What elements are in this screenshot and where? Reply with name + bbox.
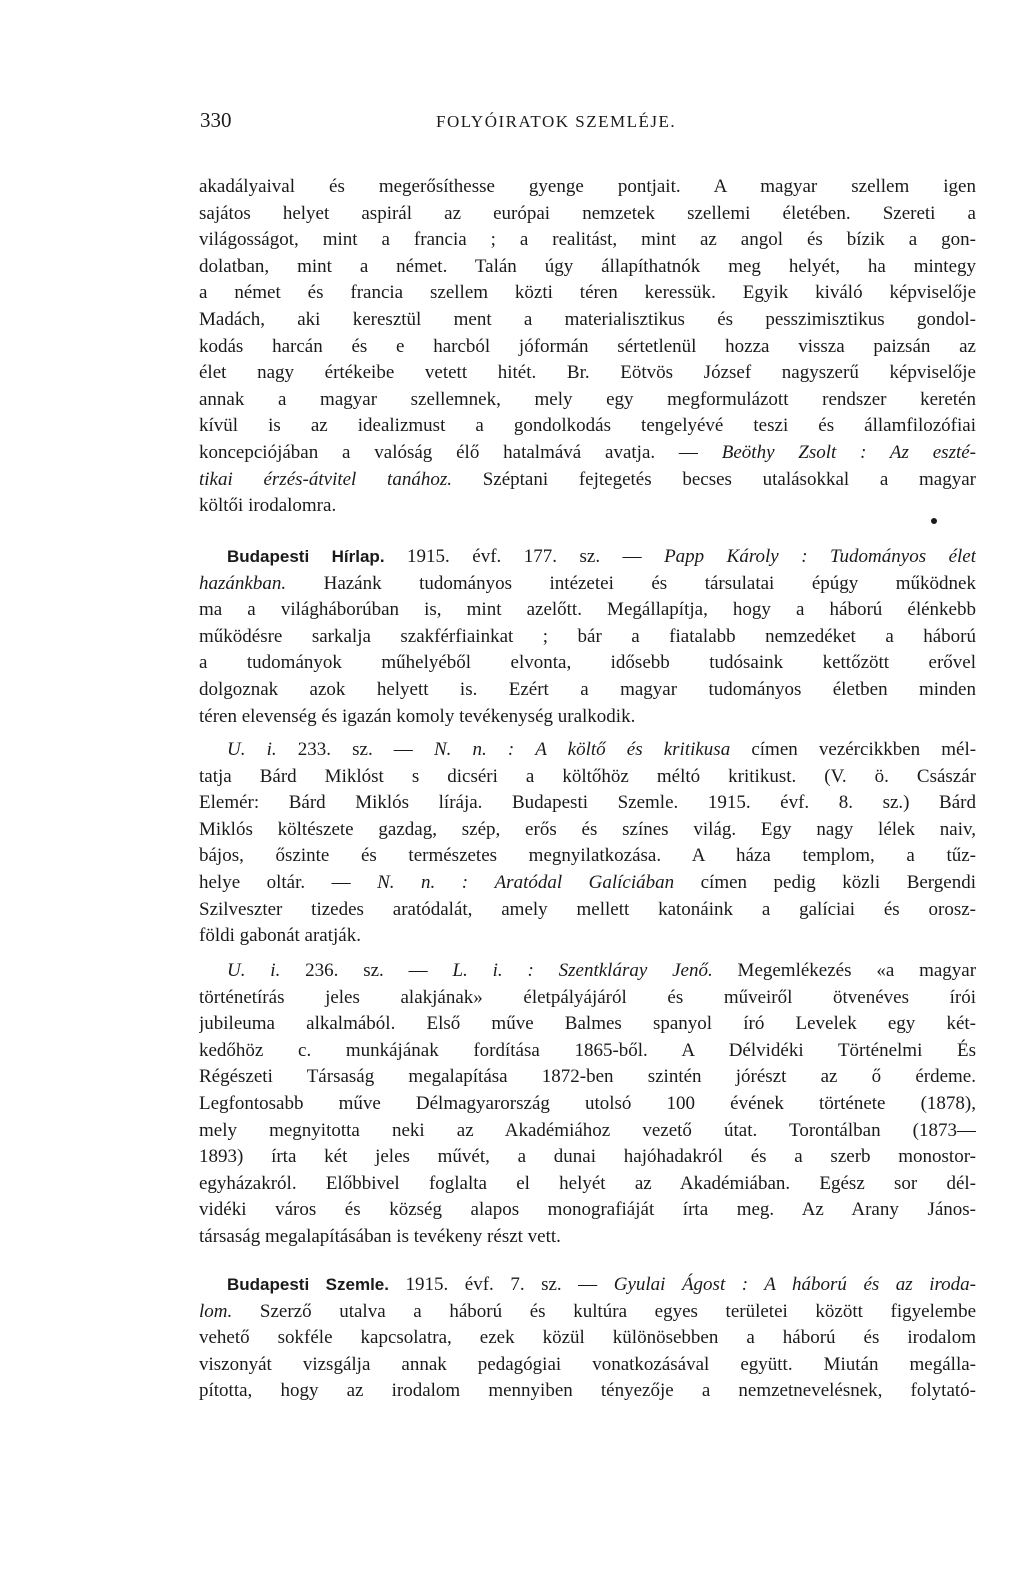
paragraph-szellem [199, 174, 976, 520]
text-line: földi gabonát aratják. [199, 925, 361, 947]
text-line: működésre sarkalja szakférfiainkat ; bár a fiatalabb nemzedéket a háború [199, 625, 976, 647]
text-line: Régészeti Társaság megalapítása 1872-ben szintén jórészt az ő érdeme. [199, 1066, 976, 1088]
article-title: Papp Károly : Tudományos élet [664, 546, 976, 567]
text-line: Madách, aki keresztül ment a materialisztikus és pesszimisztikus gondol- [199, 308, 976, 330]
text-line: Miklós költészete gazdag, szép, erős és színes világ. Egy nagy lélek naiv, [199, 818, 976, 840]
text-line [199, 1272, 976, 1299]
text-line: akadályaival és megerősíthesse gyenge pontjait. A magyar szellem igen [199, 176, 976, 197]
page-number: 330 [200, 108, 232, 132]
text-span: koncepciójában a valóság élő hatalmává avatja. — [199, 441, 698, 463]
text-line: jubileuma alkalmából. Első műve Balmes spanyol író Levelek egy két- [199, 1013, 976, 1035]
text-span: 233. sz. — [297, 739, 413, 760]
text-line: Legfontosabb műve Délmagyarország utolsó 100 évének története (1878), [199, 1092, 976, 1114]
entry-u-i-236 [199, 958, 976, 1251]
text-span: 1915. évf. 177. sz. — [407, 546, 642, 567]
text-line: történetírás jeles alakjának» életpályájáról és műveiről ötvenéves írói [199, 986, 976, 1008]
running-head: FOLYÓIRATOK SZEMLÉJE. [436, 112, 677, 131]
source-name: Budapesti Szemle. [227, 1275, 389, 1294]
entry-budapesti-hirlap [199, 544, 976, 730]
text-line: sajátos helyet aspirál az európai nemzetek szellemi életében. Szereti a [199, 202, 976, 224]
article-title: Aratódal Galíciában [494, 871, 675, 893]
article-title: Gyulai Ágost : A háború és az iroda- [613, 1274, 976, 1295]
text-span: Széptani fejtegetés becses utalásokkal a magyar [482, 468, 976, 490]
text-line: élet nagy értékeibe vetett hitét. Br. Eötvös József nagyszerű képviselője [199, 362, 976, 384]
text-line: téren elevenség és igazán komoly tevékenység uralkodik. [199, 705, 636, 727]
text-line: mely megnyitotta neki az Akadémiához vezető útat. Torontálban (1873— [199, 1119, 976, 1141]
text-line: egyházakról. Előbbivel foglalta el helyét az Akadémiában. Egész sor dél- [199, 1172, 976, 1194]
text-line: kodás harcán és e harcból jóformán sértetlenül hozza vissza paizsán az [199, 335, 976, 357]
text-line: társaság megalapításában is tevékeny részt vett. [199, 1225, 561, 1247]
text-span: Megemlékezés «a magyar [737, 960, 976, 981]
entry-budapesti-szemle [199, 1272, 976, 1405]
text-line: dolatban, mint a német. Talán úgy állapíthatnók meg helyét, ha mintegy [199, 255, 976, 277]
author: N. n. : [377, 871, 469, 893]
text-line: a tudományok műhelyéből elvonta, idősebb tudósaink kettőzött erővel [199, 652, 976, 674]
text-span: 1915. évf. 7. sz. — [405, 1274, 598, 1295]
text-span: címen vezércikkben mél- [751, 739, 976, 760]
text-line: a német és francia szellem közti téren keressük. Egyik kiváló képviselője [199, 282, 976, 304]
text-line: költői irodalomra. [199, 495, 337, 517]
article-title: Szentkláray Jenő. [558, 960, 713, 981]
entry-u-i-233 [199, 737, 976, 950]
article-title: A költő és kritikusa [535, 739, 731, 760]
text-line [199, 870, 976, 897]
text-span: 236. sz. — [305, 960, 428, 981]
text-line: 1893) írta két jeles művét, a dunai hajóhadakról és a szerb monostor- [199, 1146, 976, 1168]
text-line: Elemér: Bárd Miklós lírája. Budapesti Szemle. 1915. évf. 8. sz.) Bárd [199, 792, 976, 814]
text-span: Szerző utalva a háború és kultúra egyes területei között figyelembe [259, 1300, 976, 1322]
text-line: pította, hogy az irodalom mennyiben tényezője a nemzetnevelésnek, folytató- [199, 1380, 976, 1402]
text-line [199, 958, 976, 985]
text-line: bájos, őszinte és természetes megnyilatkozása. A háza templom, a tűz- [199, 845, 976, 867]
text-line: vidéki város és község alapos monografiáját írta meg. Az Arany János- [199, 1199, 976, 1221]
text-line: vehető sokféle kapcsolatra, ezek közül különösebben a háború és irodalom [199, 1327, 976, 1349]
text-span: helye oltár. — [199, 871, 351, 893]
text-line: ma a világháborúban is, mint azelőtt. Megállapítja, hogy a háború élénkebb [199, 599, 976, 621]
text-line: kedőhöz c. munkájának fordítása 1865-ből. A Délvidéki Történelmi És [199, 1039, 976, 1061]
reference: U. i. [227, 739, 277, 760]
text-line: viszonyát vizsgálja annak pedagógiai vonatkozásával együtt. Miután megálla- [199, 1353, 976, 1375]
text-line: dolgoznak azok helyett is. Ezért a magyar tudományos életben minden [199, 678, 976, 700]
text-line: tatja Bárd Miklóst s dicséri a költőhöz méltó kritikust. (V. ö. Császár [199, 765, 976, 787]
article-title: hazánkban. [199, 572, 287, 594]
source-name: Budapesti Hírlap. [227, 547, 385, 566]
text-line [199, 544, 976, 571]
text-span: címen pedig közli Bergendi [700, 871, 976, 893]
text-line [199, 1299, 976, 1326]
article-title: tikai érzés-átvitel tanához. [199, 468, 452, 490]
text-line: kívül is az idealizmust a gondolkodás tengelyévé teszi és államfilozófiai [199, 415, 976, 437]
text-line: világosságot, mint a francia ; a realitást, mint az angol és bízik a gon- [199, 229, 976, 251]
text-line [199, 467, 976, 494]
reference: U. i. [227, 960, 281, 981]
text-line: Szilveszter tizedes aratódalát, amely mellett katonáink a galíciai és orosz- [199, 898, 976, 920]
text-span: Hazánk tudományos intézetei és társulatai épúgy működnek [323, 572, 976, 594]
bullet-mark [931, 518, 937, 524]
text-line: annak a magyar szellemnek, mely egy megformulázott rendszer keretén [199, 388, 976, 410]
text-line [199, 440, 976, 467]
author-title: Beöthy Zsolt : Az eszté- [721, 441, 976, 463]
author: L. i. : [452, 960, 534, 981]
article-title: lom. [199, 1300, 233, 1322]
author: N. n. : [433, 739, 515, 760]
text-line [199, 737, 976, 764]
text-line [199, 571, 976, 598]
